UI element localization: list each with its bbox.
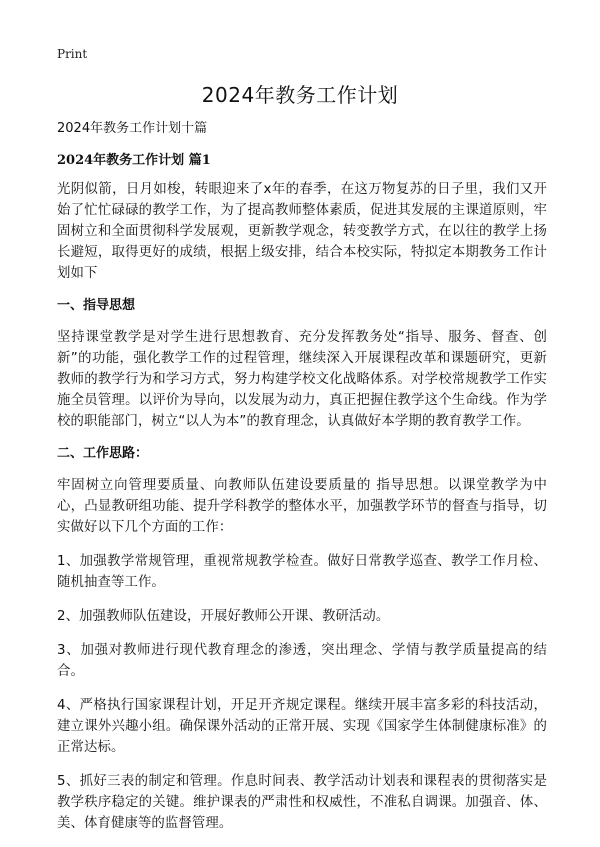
article-title: 2024年教务工作计划 篇1: [57, 153, 211, 168]
document-title: 2024年教务工作计划: [201, 83, 399, 107]
print-label[interactable]: Print: [57, 47, 88, 61]
list-item: 3、加强对教师进行现代教育理念的渗透，突出理念、学情与教学质量提高的结合。: [57, 643, 547, 679]
document-subtitle: 2024年教务工作计划十篇: [57, 121, 208, 136]
section-heading-guiding-ideology: 一、指导思想: [57, 298, 136, 313]
section-paragraph-guiding-ideology: 坚持课堂教学是对学生进行思想教育、充分发挥教务处“指导、服务、督查、创新”的功能，强化教学工作的过程管理，继续深入开展课程改革和课题研究，更新教师的教学行为和学习方式，努力构建学校文化战略体系。对学校常规教学工作实施全员管理。以评价为导向，以发展为动力，真正把握住教学这个生命线。作为学校的职能部门，树立“以人为本”的教育理念，认真做好本学期的教育教学工作。: [57, 330, 547, 429]
section-heading-work-approach: 二、工作思路：: [57, 446, 149, 461]
intro-paragraph: 光阴似箭，日月如梭，转眼迎来了x年的春季，在这万物复苏的日子里，我们又开始了忙忙碌碌的教学工作，为了提高教师整体素质，促进其发展的主课道原则，牢固树立和全面贯彻科学发展观，更新教学观念，转变教学方式，在以往的教学上扬长避短，取得更好的成绩，根据上级安排，结合本校实际，特拟定本期教务工作计划如下: [57, 182, 547, 281]
list-item: 5、抓好三表的制定和管理。作息时间表、教学活动计划表和课程表的贯彻落实是教学秩序稳定的关键。维护课表的严肃性和权威性，不准私自调课。加强音、体、美、体育健康等的监督管理。: [57, 774, 547, 831]
list-item: 2、加强教师队伍建设，开展好教师公开课、教研活动。: [57, 609, 390, 624]
document-body: [57, 120, 547, 847]
section-paragraph-work-approach: 牢固树立向管理要质量、向教师队伍建设要质量的 指导思想。以课堂教学为中心，凸显教研组功能、提升学科教学的整体水平，加强教学环节的督查与指导，切实做好以下几个方面的工作：: [57, 478, 547, 535]
list-item: 4、严格执行国家课程计划，开足开齐规定课程。继续开展丰富多彩的科技活动，建立课外兴趣小组。确保课外活动的正常开展、实现《国家学生体制健康标准》的正常达标。: [57, 698, 547, 755]
list-item: 1、加强教学常规管理，重视常规教学检查。做好日常教学巡查、教学工作月检、随机抽查等工作。: [57, 554, 547, 590]
